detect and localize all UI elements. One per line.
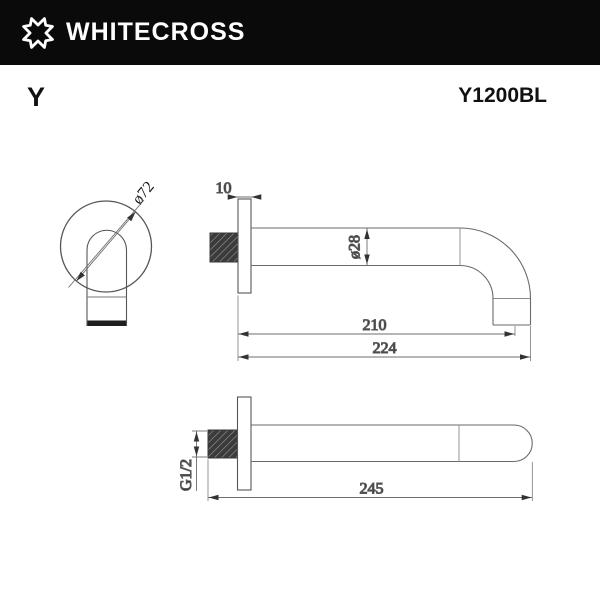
spout-outlet-front bbox=[88, 321, 127, 327]
spout-outlet-side bbox=[493, 299, 531, 326]
wall-flange-top bbox=[238, 397, 252, 490]
whitecross-x-icon bbox=[19, 14, 57, 52]
spout-rounded-tip bbox=[514, 425, 532, 462]
side-view bbox=[210, 180, 531, 361]
front-view bbox=[61, 178, 158, 326]
series-label: Y bbox=[27, 82, 46, 112]
bend-inner-curve bbox=[460, 266, 493, 299]
wall-flange-side bbox=[238, 199, 251, 293]
wall-thread-top bbox=[208, 430, 238, 458]
top-view bbox=[178, 397, 532, 501]
dim-label-thread: G1/2 bbox=[178, 459, 196, 491]
dim-label-flange-diameter: ø72 bbox=[129, 178, 158, 208]
dim-label-reach: 210 bbox=[362, 317, 387, 334]
model-number: Y1200BL bbox=[458, 84, 547, 107]
dimension-flange-diameter bbox=[69, 200, 145, 288]
dim-label-flange-thickness: 10 bbox=[215, 180, 232, 197]
dim-label-spout-diameter: ø28 bbox=[346, 235, 364, 259]
wall-thread-side bbox=[210, 233, 238, 262]
spout-body-front bbox=[87, 230, 127, 326]
brand-name: WHITECROSS bbox=[66, 18, 246, 46]
dim-label-total-length: 245 bbox=[359, 480, 384, 498]
dim-label-projection: 224 bbox=[372, 340, 397, 357]
bend-outer-curve bbox=[460, 228, 531, 299]
header bbox=[0, 0, 600, 65]
